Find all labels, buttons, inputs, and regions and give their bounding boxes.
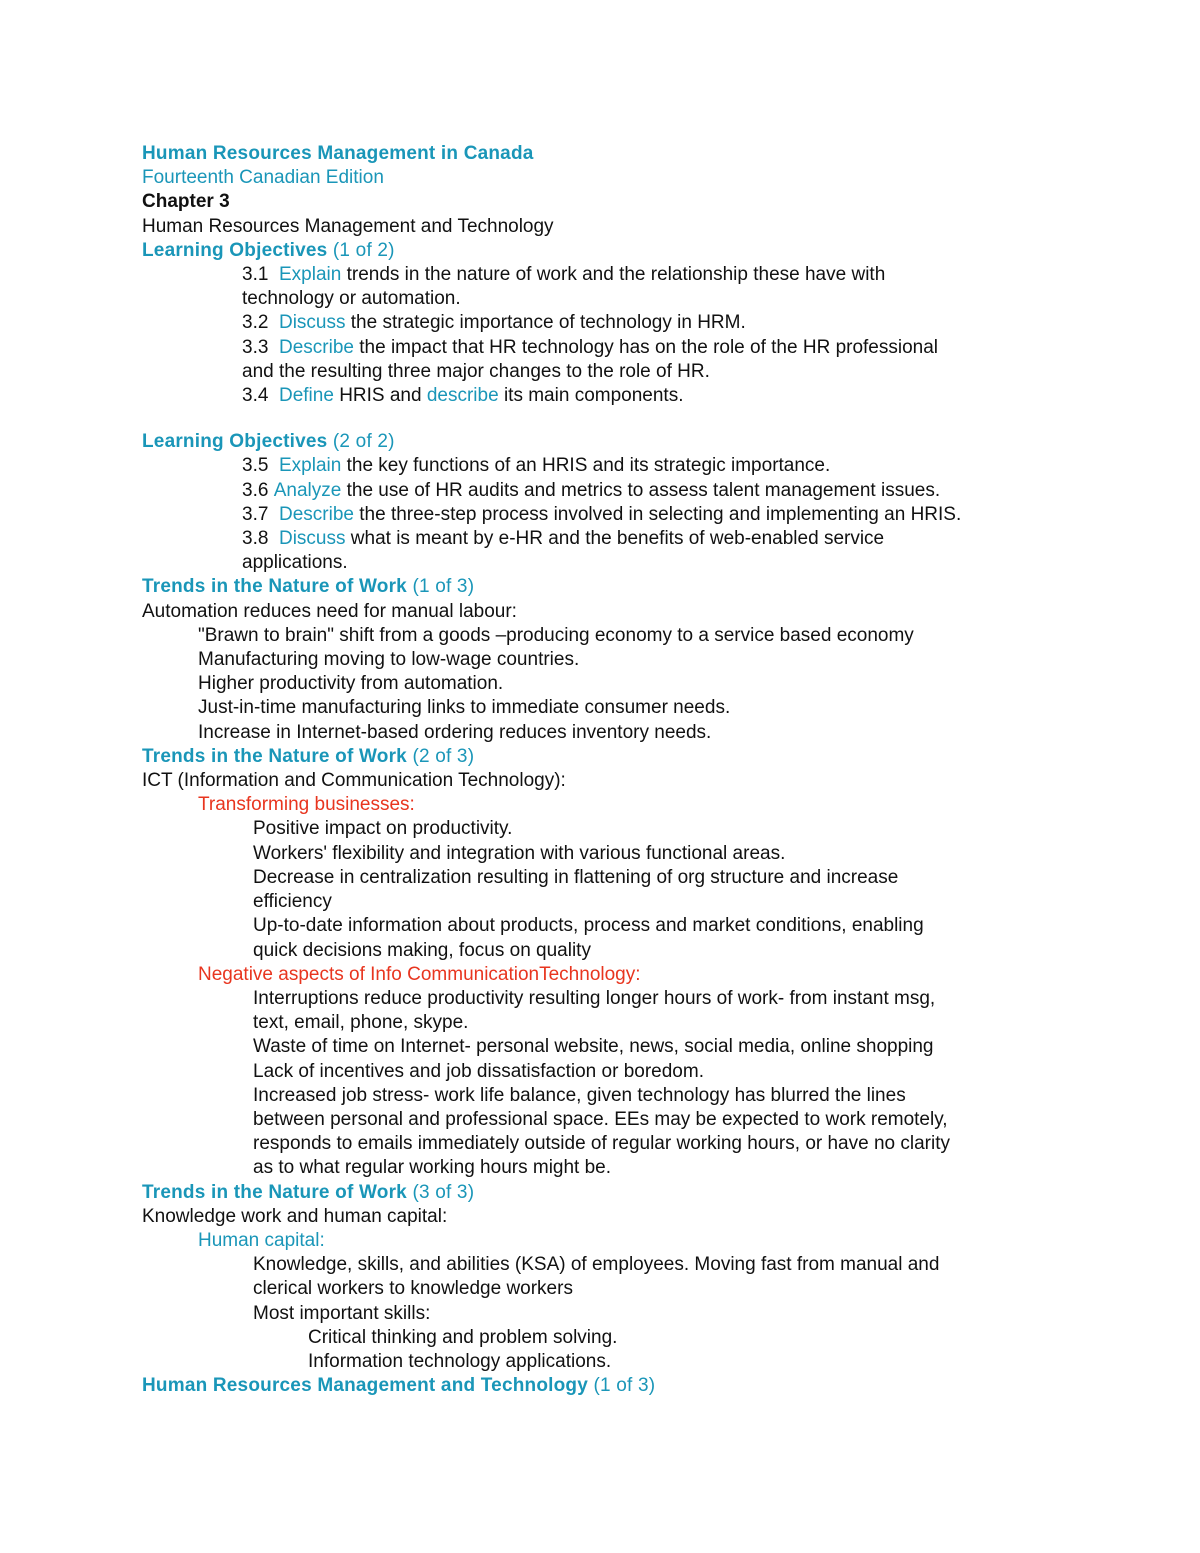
list-item: Most important skills: xyxy=(253,1302,431,1324)
document-page xyxy=(142,142,1102,1398)
objective-3-5: 3.5 Explain the key functions of an HRIS and its strategic importance. xyxy=(242,455,831,477)
trends3-heading: Trends in the Nature of Work (3 of 3) xyxy=(142,1181,475,1203)
section-spacer xyxy=(142,408,1102,430)
list-item: Just-in-time manufacturing links to immediate consumer needs. xyxy=(198,697,731,719)
list-item: Knowledge, skills, and abilities (KSA) of employees. Moving fast from manual and xyxy=(253,1254,940,1276)
objective-3-8-cont: applications. xyxy=(242,552,348,574)
lo1-heading: Learning Objectives (1 of 2) xyxy=(142,239,395,261)
list-item-cont: as to what regular working hours might be. xyxy=(253,1157,612,1179)
list-item: Interruptions reduce productivity resulting longer hours of work- from instant msg, xyxy=(253,987,936,1009)
list-item-cont: text, email, phone, skype. xyxy=(253,1012,469,1034)
skill-item: Information technology applications. xyxy=(308,1350,612,1372)
list-item: Positive impact on productivity. xyxy=(253,818,513,840)
objective-3-3: 3.3 Describe the impact that HR technology has on the role of the HR professional xyxy=(242,336,939,358)
list-item: "Brawn to brain" shift from a goods –producing economy to a service based economy xyxy=(198,624,914,646)
objective-3-1: 3.1 Explain trends in the nature of work and the relationship these have with xyxy=(242,264,886,286)
objective-3-7: 3.7 Describe the three-step process involved in selecting and implementing an HRIS. xyxy=(242,503,962,525)
objective-3-4: 3.4 Define HRIS and describe its main components. xyxy=(242,385,684,407)
chapter-title: Human Resources Management and Technology xyxy=(142,215,554,237)
trends1-intro: Automation reduces need for manual labour: xyxy=(142,600,517,622)
trends3-intro: Knowledge work and human capital: xyxy=(142,1205,448,1227)
list-item: Increase in Internet-based ordering reduces inventory needs. xyxy=(198,721,712,743)
lo2-heading: Learning Objectives (2 of 2) xyxy=(142,431,395,453)
list-item-cont: quick decisions making, focus on quality xyxy=(253,939,591,961)
list-item-cont: responds to emails immediately outside of regular working hours, or have no clarity xyxy=(253,1133,950,1155)
objective-3-1-cont: technology or automation. xyxy=(242,288,461,310)
list-item-cont: efficiency xyxy=(253,891,332,913)
objective-3-3-cont: and the resulting three major changes to the role of HR. xyxy=(242,360,710,382)
list-item: Workers' flexibility and integration with various functional areas. xyxy=(253,842,786,864)
skill-item: Critical thinking and problem solving. xyxy=(308,1326,618,1348)
trends2-heading: Trends in the Nature of Work (2 of 3) xyxy=(142,745,475,767)
document-title: Human Resources Management in Canada xyxy=(142,143,534,164)
list-item-cont: between personal and professional space. EEs may be expected to work remotely, xyxy=(253,1108,948,1130)
list-item: Manufacturing moving to low-wage countries. xyxy=(198,649,580,671)
edition: Fourteenth Canadian Edition xyxy=(142,167,384,189)
list-item-cont: clerical workers to knowledge workers xyxy=(253,1278,573,1300)
hrmt1-heading: Human Resources Management and Technology (1 of 3) xyxy=(142,1375,656,1397)
trends1-heading: Trends in the Nature of Work (1 of 3) xyxy=(142,576,475,598)
objective-3-6: 3.6 Analyze the use of HR audits and metrics to assess talent management issues. xyxy=(242,479,941,501)
transforming-businesses-label: Transforming businesses: xyxy=(198,794,415,816)
list-item: Increased job stress- work life balance, given technology has blurred the lines xyxy=(253,1084,906,1106)
negative-aspects-label: Negative aspects of Info CommunicationTechnology: xyxy=(198,963,641,985)
list-item: Up-to-date information about products, process and market conditions, enabling xyxy=(253,915,924,937)
objective-3-8: 3.8 Discuss what is meant by e-HR and the benefits of web-enabled service xyxy=(242,528,885,550)
human-capital-label: Human capital: xyxy=(198,1229,325,1251)
list-item: Lack of incentives and job dissatisfaction or boredom. xyxy=(253,1060,704,1082)
list-item: Decrease in centralization resulting in flattening of org structure and increase xyxy=(253,866,899,888)
list-item: Higher productivity from automation. xyxy=(198,673,504,695)
objective-3-2: 3.2 Discuss the strategic importance of technology in HRM. xyxy=(242,312,746,334)
chapter-number: Chapter 3 xyxy=(142,191,230,213)
trends2-intro: ICT (Information and Communication Technology): xyxy=(142,770,566,792)
list-item: Waste of time on Internet- personal website, news, social media, online shopping xyxy=(253,1036,934,1058)
